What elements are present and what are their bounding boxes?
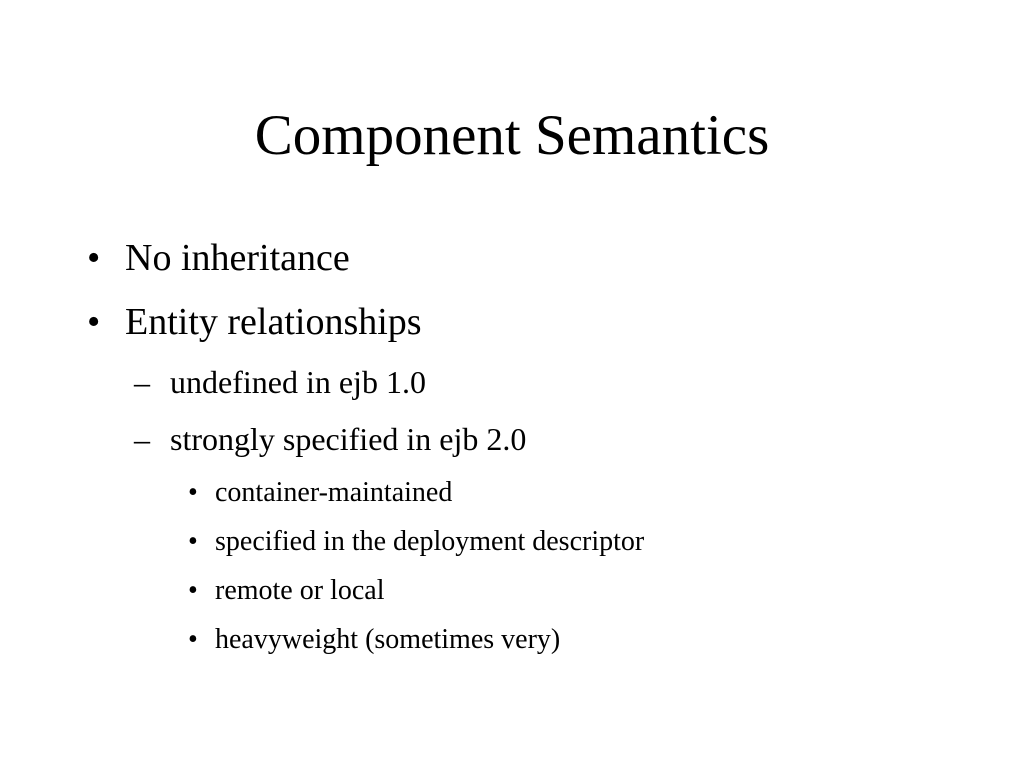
sub-bullet-text: strongly specified in ejb 2.0 <box>170 421 527 457</box>
bullet-marker: • <box>188 526 198 557</box>
sub-sub-bullet-text: remote or local <box>215 575 385 606</box>
sub-sub-bullet-text: heavyweight (sometimes very) <box>215 624 561 655</box>
bullet-text: Entity relationships <box>125 301 422 343</box>
bullet-marker: • <box>87 237 101 279</box>
bullet-marker: • <box>87 301 101 343</box>
sub-sub-bullet-text: specified in the deployment descriptor <box>215 526 645 557</box>
bullet-marker: • <box>188 477 198 508</box>
bullet-marker: • <box>188 624 198 655</box>
dash-marker: – <box>134 421 150 457</box>
bullet-text: No inheritance <box>125 237 350 279</box>
dash-marker: – <box>134 364 150 400</box>
bullet-marker: • <box>188 575 198 606</box>
sub-sub-bullet-text: container-maintained <box>215 477 453 508</box>
sub-bullet-text: undefined in ejb 1.0 <box>170 364 426 400</box>
slide-title: Component Semantics <box>254 104 770 167</box>
